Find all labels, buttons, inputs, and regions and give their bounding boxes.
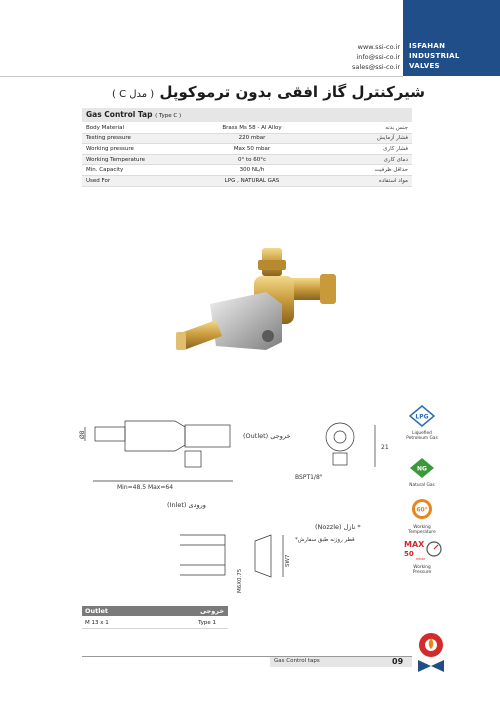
spec-en: Min. Capacity: [82, 165, 200, 176]
temp-caption-2: Temperature: [408, 530, 436, 535]
lpg-caption-2: Petroleum Gas: [406, 436, 438, 441]
nozzle-label: (Nozzle) نازل *: [315, 523, 361, 531]
temp-caption-1: Working: [413, 525, 431, 530]
end-view-circle: [326, 423, 354, 451]
table-row: [82, 165, 412, 176]
spec-en: Body Material: [82, 123, 200, 133]
table-row: [82, 618, 228, 629]
spec-value: 300 NL/h: [200, 165, 304, 176]
spec-value: LPG , NATURAL GAS: [200, 175, 304, 186]
dim-21-label: 21: [381, 444, 389, 451]
spec-fa: فشار آزمایش: [304, 133, 412, 144]
side-inlet: [185, 451, 201, 467]
end-view-inner: [334, 431, 346, 443]
brand-line-1: ISFAHAN: [409, 42, 446, 50]
nozzle-note: *قطر روزنه طبق سفارش: [295, 537, 355, 543]
brand-block: [403, 0, 500, 76]
max-num: 50: [404, 550, 414, 558]
spec-en: Testing pressure: [82, 133, 200, 144]
footer-text: Gas Control taps: [274, 658, 320, 664]
lpg-icon: [409, 405, 435, 427]
table-row: [82, 123, 412, 133]
info-email[interactable]: info@ssi-co.ir: [356, 53, 400, 61]
header-rule: [0, 76, 403, 77]
outlet-thread: M 13 x 1: [85, 620, 109, 626]
dim-d8-label: Ø8: [79, 430, 86, 439]
table-row: [82, 154, 412, 165]
outlet-head-fa: خروجی: [199, 607, 224, 615]
spec-value: 220 mbar: [200, 133, 304, 144]
page-number: 09: [392, 657, 404, 666]
min-max-label: Min=48.5 Max=64: [117, 484, 174, 491]
technical-drawing: [75, 405, 395, 605]
outlet-table-header: [82, 606, 228, 616]
bspt-label: BSPT1/8": [295, 474, 323, 481]
spindle-tip: [176, 332, 186, 350]
valve-icon: [418, 660, 444, 672]
spec-en: Working pressure: [82, 144, 200, 155]
table-row: [82, 175, 412, 186]
contact-info: [352, 42, 400, 72]
pressure-gauge-icon: [402, 537, 442, 561]
spec-fa: حداقل ظرفیت: [304, 165, 412, 176]
nozzle-thread: [180, 535, 225, 575]
ng-icon: [409, 457, 435, 479]
inlet-label: (Inlet) ورودی: [167, 501, 206, 509]
brand-line-3: VALVES: [409, 62, 440, 70]
sales-email[interactable]: sales@ssi-co.ir: [352, 63, 400, 71]
temp-text: 60°: [416, 506, 428, 514]
inlet-nut: [258, 260, 286, 270]
outlet-type: Type 1: [198, 620, 216, 626]
lpg-text: LPG: [415, 413, 429, 421]
spec-type: ( Type C ): [155, 113, 182, 119]
side-outlet: [185, 425, 230, 447]
nozzle-body: [255, 535, 271, 577]
spec-en: Used For: [82, 175, 200, 186]
title-sub: ( مدل C ): [111, 89, 155, 100]
outlet-label: (Outlet) خروجی: [243, 432, 291, 440]
spec-fa: جنس بدنه: [304, 123, 412, 133]
spec-value: Max 50 mbar: [200, 144, 304, 155]
website-link[interactable]: www.ssi-co.ir: [357, 43, 400, 51]
gas-tap-photo: [170, 238, 340, 378]
spec-fa: مواد استفاده: [304, 175, 412, 186]
title-main: شیرکنترل گاز افقی بدون ترموکوپل: [159, 83, 425, 101]
end-view-inlet: [333, 453, 347, 465]
brand-line-2: INDUSTRIAL: [409, 52, 460, 60]
m6-label: M6X0.75: [237, 568, 243, 593]
screw-icon: [262, 330, 274, 342]
ng-badge: [397, 457, 447, 488]
ng-caption: Natural Gas: [409, 483, 435, 488]
spec-value: Brass Ms 58 - Al Alloy: [200, 123, 304, 133]
page-title: [112, 83, 425, 101]
outlet-nut: [320, 274, 336, 304]
spec-fa: فشار کاری: [304, 144, 412, 155]
temperature-icon: [410, 497, 434, 521]
spec-en: Working Temperature: [82, 154, 200, 165]
table-row: [82, 144, 412, 155]
pressure-caption-1: Working: [413, 565, 431, 570]
spec-fa: دمای کاری: [304, 154, 412, 165]
table-row: [82, 133, 412, 144]
side-body: [125, 421, 185, 451]
pressure-caption-2: Pressure: [412, 570, 432, 575]
max-unit: mbar: [416, 557, 426, 561]
company-logo: [412, 630, 450, 674]
lpg-badge: [397, 405, 447, 441]
aluminium-housing: [210, 292, 282, 350]
side-spindle: [95, 427, 125, 441]
pressure-badge: [397, 537, 447, 575]
spec-value: 0° to 60°c: [200, 154, 304, 165]
lpg-caption-1: Liquefied: [412, 431, 432, 436]
spec-heading-text: Gas Control Tap: [86, 110, 153, 119]
outlet-head-en: Outlet: [85, 607, 109, 615]
max-text: MAX: [404, 540, 425, 549]
spec-table: [82, 123, 412, 187]
ng-text: NG: [417, 465, 427, 473]
sw7-label: SW7: [285, 554, 291, 567]
temp-badge: [397, 497, 447, 535]
spec-heading: [82, 108, 412, 122]
